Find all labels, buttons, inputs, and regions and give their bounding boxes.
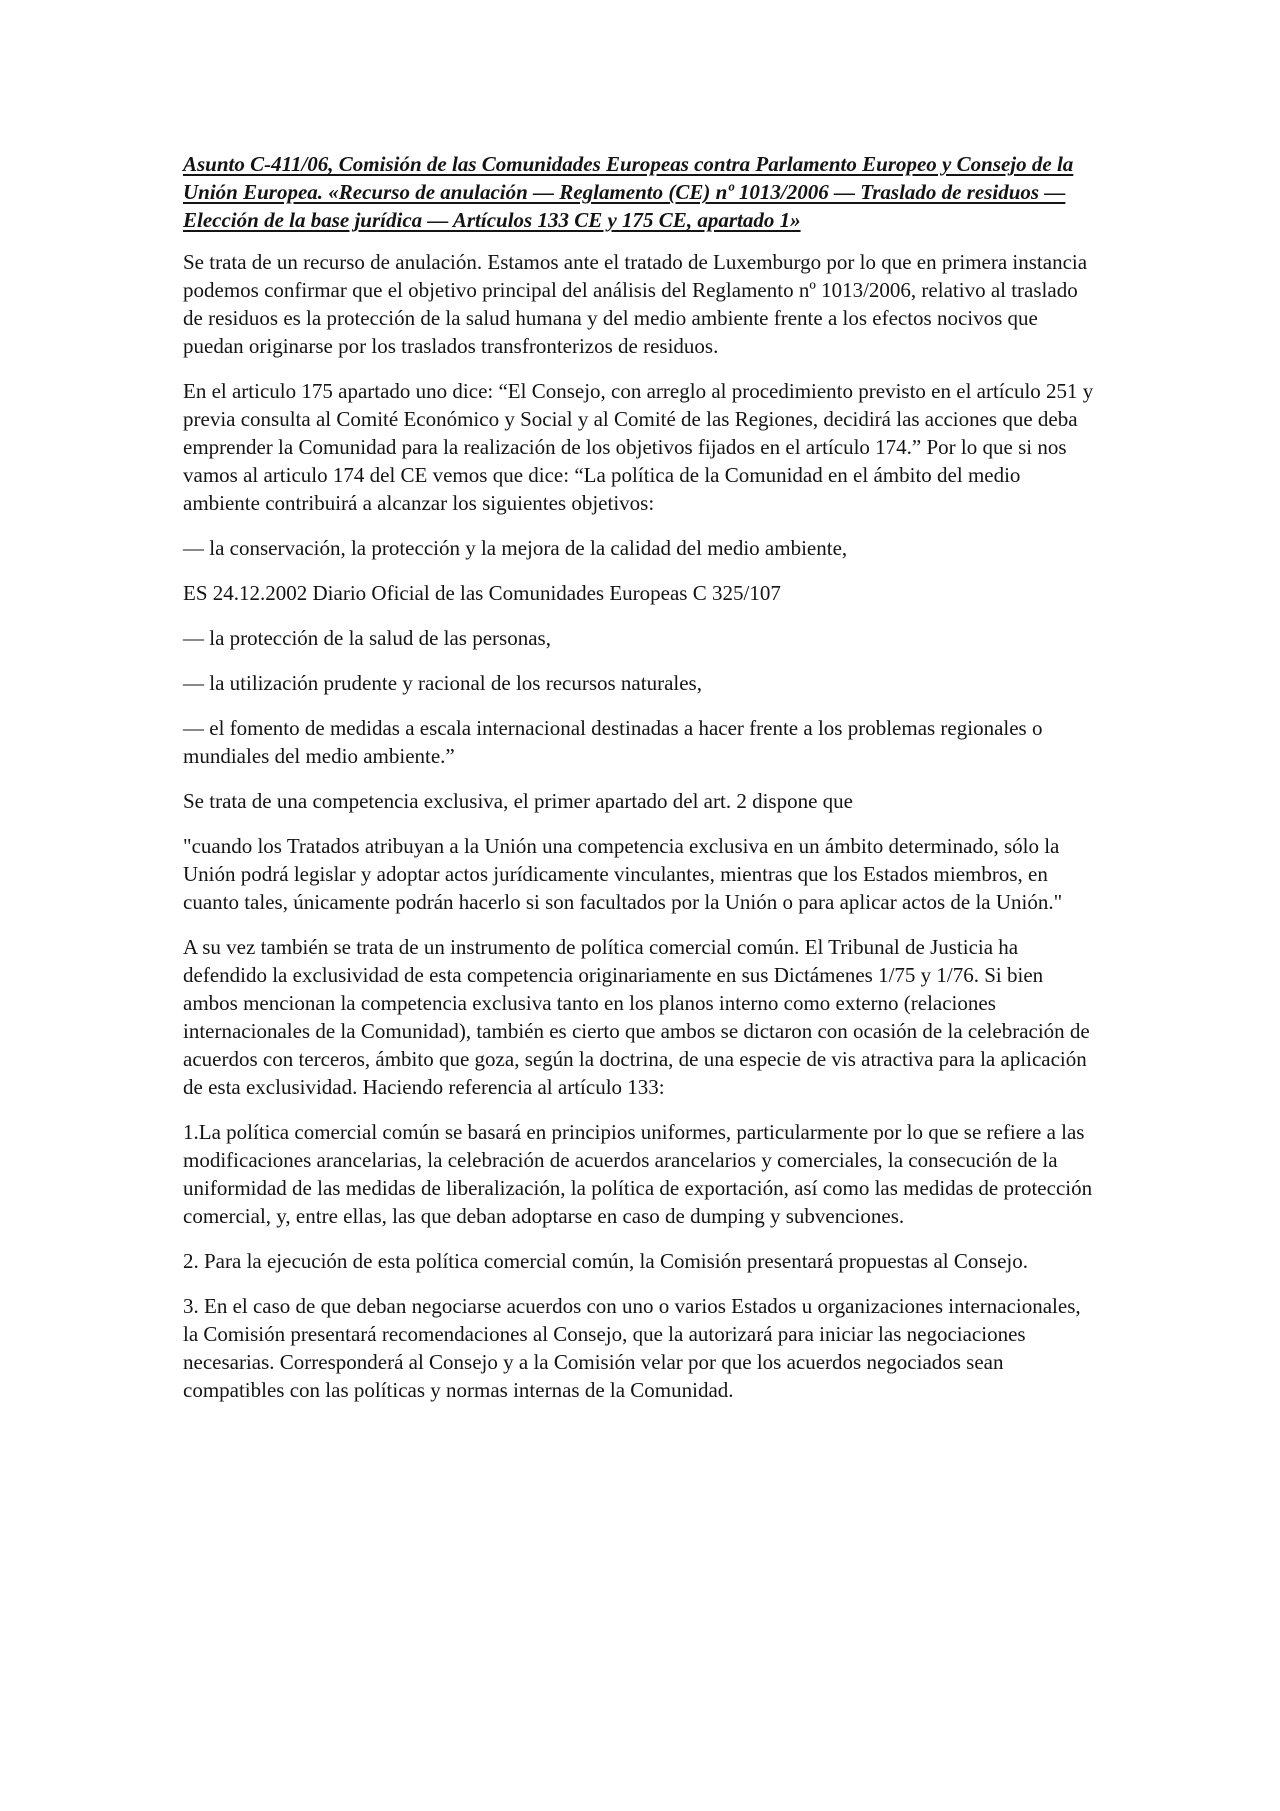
paragraph-article-175: En el articulo 175 apartado uno dice: “El Consejo, con arreglo al procedimiento previsto en el artículo 251 y previa consulta al Comité Económico y Social y al Comité de las Regiones, decidirá las acciones que deba emprender la Comunidad para la realización de los objetivos fijados en el artículo 174.” Por lo que si nos vamos al articulo 174 del CE vemos que dice: “La política de la Comunidad en el ámbito del medio ambiente contribuirá a alcanzar los siguientes objetivos:: [183, 379, 1094, 515]
paragraph-article-133-3: 3. En el caso de que deban negociarse acuerdos con uno o varios Estados u organizaciones internacionales, la Comisión presentará recomendaciones al Consejo, que la autorizará para iniciar las negociaciones necesarias. Corresponderá al Consejo y a la Comisión velar por que los acuerdos negociados sean compatibles con las políticas y normas internas de la Comunidad.: [183, 1294, 1081, 1402]
paragraph-article-133-2: 2. Para la ejecución de esta política comercial común, la Comisión presentará propuestas al Consejo.: [183, 1249, 1028, 1273]
paragraph-quote-tratados: "cuando los Tratados atribuyan a la Unión una competencia exclusiva en un ámbito determinado, sólo la Unión podrá legislar y adoptar actos jurídicamente vinculantes, mientras que los Estados miembros, en cuanto tales, únicamente podrán hacerlo si son facultados por la Unión o para aplicar actos de la Unión.": [183, 834, 1063, 914]
list-item-salud: — la protección de la salud de las personas,: [183, 626, 551, 650]
paragraph-competencia: Se trata de una competencia exclusiva, el primer apartado del art. 2 dispone que: [183, 789, 853, 813]
document-page: [183, 150, 1101, 1421]
paragraph-article-133-1: 1.La política comercial común se basará en principios uniformes, particularmente por lo que se refiere a las modificaciones arancelarias, la celebración de acuerdos arancelarios y comerciales, la consecución de la uniformidad de las medidas de liberalización, la política de exportación, así como las medidas de protección comercial, y, entre ellas, las que deban adoptarse en caso de dumping y subvenciones.: [183, 1120, 1093, 1228]
list-item-recursos: — la utilización prudente y racional de los recursos naturales,: [183, 671, 702, 695]
paragraph-diario-oficial: ES 24.12.2002 Diario Oficial de las Comunidades Europeas C 325/107: [183, 581, 781, 605]
list-item-conservacion: — la conservación, la protección y la mejora de la calidad del medio ambiente,: [183, 536, 848, 560]
paragraph-intro: Se trata de un recurso de anulación. Estamos ante el tratado de Luxemburgo por lo que en primera instancia podemos confirmar que el objetivo principal del análisis del Reglamento nº 1013/2006, relativo al traslado de residuos es la protección de la salud humana y del medio ambiente frente a los efectos nocivos que puedan originarse por los traslados transfronterizos de residuos.: [183, 250, 1088, 358]
paragraph-politica-comercial: A su vez también se trata de un instrumento de política comercial común. El Tribunal de Justicia ha defendido la exclusividad de esta competencia originariamente en sus Dictámenes 1/75 y 1/76. Si bien ambos mencionan la competencia exclusiva tanto en los planos interno como externo (relaciones internacionales de la Comunidad), también es cierto que ambos se dictaron con ocasión de la celebración de acuerdos con terceros, ámbito que goza, según la doctrina, de una especie de vis atractiva para la aplicación de esta exclusividad. Haciendo referencia al artículo 133:: [183, 935, 1090, 1099]
document-title: Asunto C-411/06, Comisión de las Comunidades Europeas contra Parlamento Europeo y Consejo de la Unión Europea. «Recurso de anulación — Reglamento (CE) nº 1013/2006 — Traslado de residuos — Elección de la base jurídica — Artículos 133 CE y 175 CE, apartado 1»: [183, 152, 1074, 232]
list-item-fomento: — el fomento de medidas a escala internacional destinadas a hacer frente a los problemas regionales o mundiales del medio ambiente.”: [183, 716, 1043, 768]
